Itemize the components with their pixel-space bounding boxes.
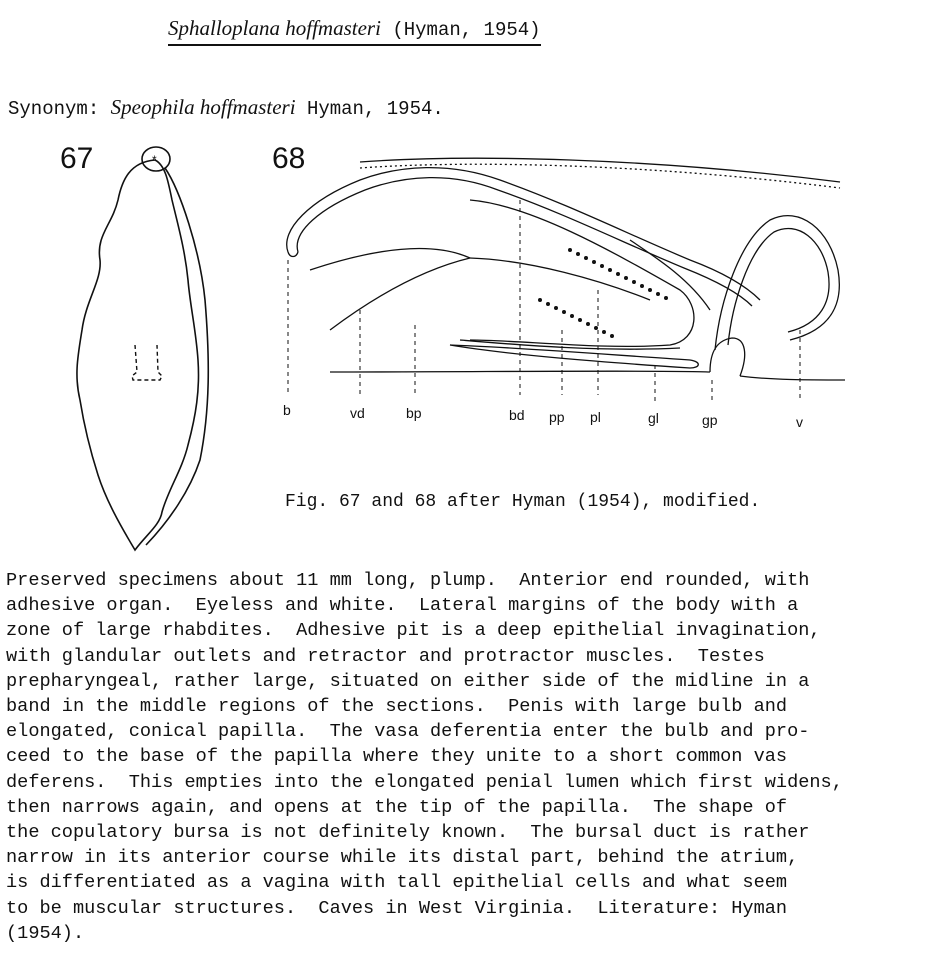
description-line: elongated, conical papilla. The vasa deferentia enter the bulb and pro- xyxy=(6,721,810,743)
figure-68-number: 68 xyxy=(272,142,306,175)
description-line: to be muscular structures. Caves in West Virginia. Literature: Hyman xyxy=(6,897,788,919)
description-line: deferens. This empties into the elongated penial lumen which first widens, xyxy=(6,771,843,793)
figure-caption: Fig. 67 and 68 after Hyman (1954), modified. xyxy=(285,492,761,512)
description-line: zone of large rhabdites. Adhesive pit is a deep epithelial invagination, xyxy=(6,620,821,642)
description-line: adhesive organ. Eyeless and white. Lateral margins of the body with a xyxy=(6,595,799,617)
figure-67-number: 67 xyxy=(60,142,94,175)
description-line: prepharyngeal, rather large, situated on either side of the midline in a xyxy=(6,670,810,692)
figure-68-sagittal-section xyxy=(270,140,870,430)
label-pl: pl xyxy=(590,409,601,425)
description-line: then narrows again, and opens at the tip of the papilla. The shape of xyxy=(6,796,788,818)
description-line: ceed to the base of the papilla where they unite to a short common vas xyxy=(6,746,788,768)
label-vd: vd xyxy=(350,405,365,421)
description-line: the copulatory bursa is not definitely known. The bursal duct is rather xyxy=(6,822,810,844)
synonym-authority: Hyman, 1954. xyxy=(295,98,444,120)
synonym-prefix: Synonym: xyxy=(8,98,111,120)
label-pp: pp xyxy=(549,409,565,425)
description-line: (1954). xyxy=(6,922,85,944)
label-gp: gp xyxy=(702,412,718,428)
synonym-line xyxy=(8,95,444,120)
label-v: v xyxy=(796,414,803,430)
title-authority: (Hyman, 1954) xyxy=(380,19,541,41)
description-line: band in the middle regions of the sections. Penis with large bulb and xyxy=(6,696,788,718)
label-gl: gl xyxy=(648,410,659,426)
synonym-name: Speophila hoffmasteri xyxy=(110,95,296,119)
label-bd: bd xyxy=(509,407,525,423)
page-title xyxy=(168,16,541,46)
description-paragraph xyxy=(6,568,938,946)
title-species-name: Sphalloplana hoffmasteri xyxy=(168,16,381,40)
label-b: b xyxy=(283,402,291,418)
label-bp: bp xyxy=(406,405,422,421)
description-line: Preserved specimens about 11 mm long, plump. Anterior end rounded, with xyxy=(6,570,810,591)
description-line: is differentiated as a vagina with tall epithelial cells and what seem xyxy=(6,872,788,894)
description-line: with glandular outlets and retractor and protractor muscles. Testes xyxy=(6,645,765,667)
figure-67-body-outline xyxy=(60,140,220,560)
description-line: narrow in its anterior course while its distal part, behind the atrium, xyxy=(6,847,799,869)
svg-text:*: * xyxy=(152,153,157,167)
